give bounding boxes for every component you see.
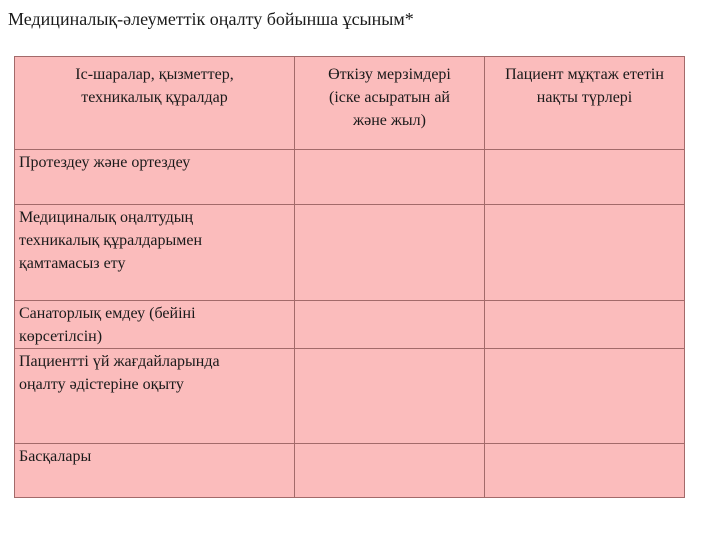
table-row [15,349,685,444]
table-row [15,150,685,205]
row-label: Медициналық оңалтудың техникалық құралдарымен қамтамасыз ету [15,205,295,301]
types-cell [485,205,685,301]
page-title: Медициналық-әлеуметтік оңалту бойынша ұсыным* [8,9,414,29]
header-types: Пациент мұқтаж ететін нақты түрлері [485,57,685,150]
period-cell [295,150,485,205]
period-cell [295,444,485,498]
table-row [15,301,685,349]
rehab-recommendation-table [14,56,685,498]
row-label: Пациентті үй жағдайларында оңалту әдістеріне оқыту [15,349,295,444]
period-cell [295,349,485,444]
header-activities: Іс-шаралар, қызметтер, техникалық құралдар [15,57,295,150]
table-row [15,205,685,301]
table-header-row [15,57,685,150]
header-period: Өткізу мерзімдері (іске асыратын ай және жыл) [295,57,485,150]
types-cell [485,150,685,205]
types-cell [485,349,685,444]
period-cell [295,205,485,301]
row-label: Басқалары [15,444,295,498]
types-cell [485,444,685,498]
period-cell [295,301,485,349]
row-label: Санаторлық емдеу (бейіні көрсетілсін) [15,301,295,349]
row-label: Протездеу және ортездеу [15,150,295,205]
types-cell [485,301,685,349]
table-row [15,444,685,498]
